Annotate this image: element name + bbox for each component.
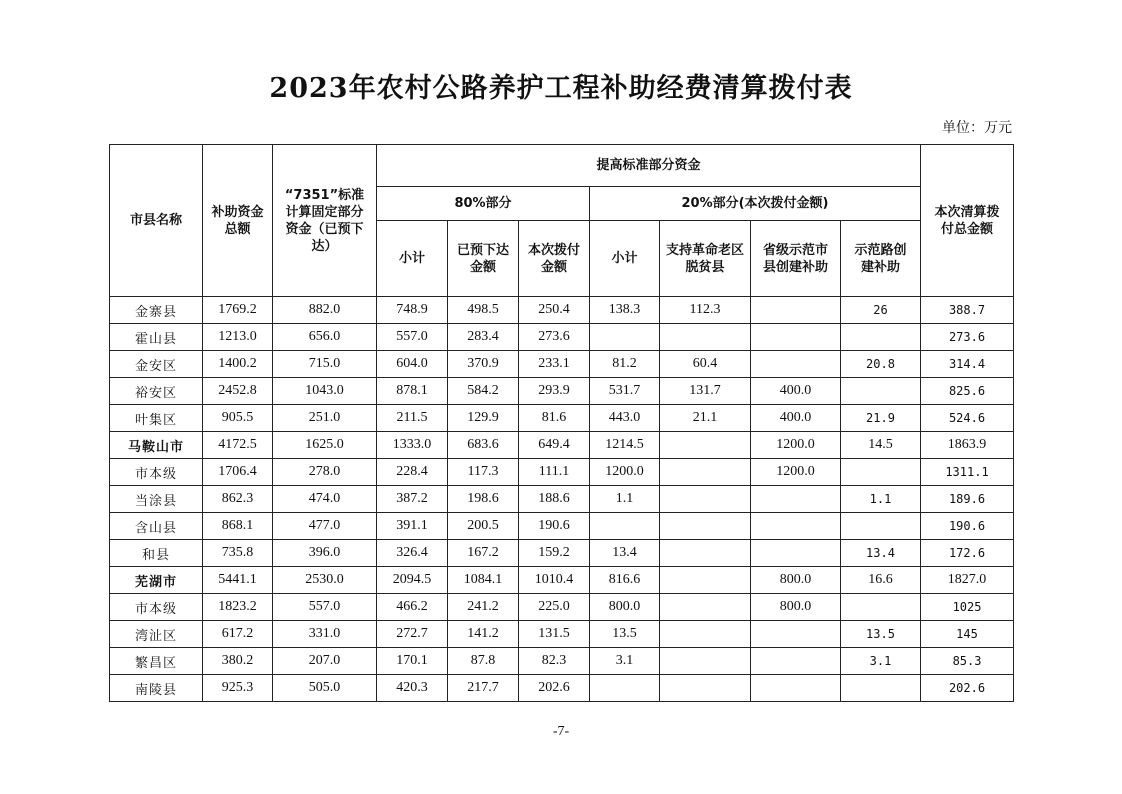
value-cell: 878.1 (377, 378, 448, 405)
value-cell: 326.4 (377, 540, 448, 567)
value-cell: 370.9 (448, 351, 519, 378)
region-name-cell: 含山县 (110, 513, 203, 540)
value-cell: 800.0 (751, 594, 841, 621)
value-cell: 283.4 (448, 324, 519, 351)
value-cell: 1043.0 (273, 378, 377, 405)
unit-label: 单位：万元 (942, 120, 1012, 136)
value-cell (660, 540, 751, 567)
region-name-cell: 繁昌区 (110, 648, 203, 675)
value-cell: 85.3 (921, 648, 1014, 675)
header-sub20: 小计 (590, 221, 660, 297)
value-cell: 112.3 (660, 297, 751, 324)
value-cell: 190.6 (519, 513, 590, 540)
value-cell: 1823.2 (203, 594, 273, 621)
value-cell: 251.0 (273, 405, 377, 432)
value-cell: 1213.0 (203, 324, 273, 351)
value-cell: 273.6 (519, 324, 590, 351)
value-cell: 868.1 (203, 513, 273, 540)
region-name-cell: 南陵县 (110, 675, 203, 702)
value-cell: 1400.2 (203, 351, 273, 378)
value-cell: 111.1 (519, 459, 590, 486)
header-prov: 省级示范市县创建补助 (751, 221, 841, 297)
value-cell: 380.2 (203, 648, 273, 675)
value-cell: 200.5 (448, 513, 519, 540)
value-cell: 233.1 (519, 351, 590, 378)
value-cell: 278.0 (273, 459, 377, 486)
value-cell: 400.0 (751, 378, 841, 405)
value-cell: 1863.9 (921, 432, 1014, 459)
value-cell: 131.7 (660, 378, 751, 405)
value-cell: 81.6 (519, 405, 590, 432)
value-cell: 26 (841, 297, 921, 324)
value-cell (590, 513, 660, 540)
table-row (110, 459, 1014, 486)
value-cell: 604.0 (377, 351, 448, 378)
value-cell: 1.1 (590, 486, 660, 513)
value-cell: 131.5 (519, 621, 590, 648)
value-cell: 649.4 (519, 432, 590, 459)
header-demo: 示范路创建补助 (841, 221, 921, 297)
value-cell: 584.2 (448, 378, 519, 405)
value-cell: 474.0 (273, 486, 377, 513)
value-cell (841, 675, 921, 702)
value-cell: 524.6 (921, 405, 1014, 432)
header-part20: 20%部分(本次拨付金额) (590, 187, 921, 221)
value-cell: 1010.4 (519, 567, 590, 594)
value-cell: 217.7 (448, 675, 519, 702)
value-cell: 498.5 (448, 297, 519, 324)
table-row (110, 324, 1014, 351)
value-cell: 2094.5 (377, 567, 448, 594)
value-cell: 272.7 (377, 621, 448, 648)
value-cell: 1769.2 (203, 297, 273, 324)
header-total: 补助资金总额 (203, 145, 273, 297)
value-cell: 1025 (921, 594, 1014, 621)
header-fixed: “7351”标准计算固定部分资金（已预下达） (273, 145, 377, 297)
value-cell (660, 648, 751, 675)
value-cell: 13.5 (841, 621, 921, 648)
value-cell: 905.5 (203, 405, 273, 432)
value-cell: 925.3 (203, 675, 273, 702)
value-cell: 388.7 (921, 297, 1014, 324)
value-cell: 250.4 (519, 297, 590, 324)
value-cell: 5441.1 (203, 567, 273, 594)
value-cell: 477.0 (273, 513, 377, 540)
value-cell: 1333.0 (377, 432, 448, 459)
value-cell: 211.5 (377, 405, 448, 432)
value-cell: 862.3 (203, 486, 273, 513)
value-cell: 2452.8 (203, 378, 273, 405)
value-cell: 443.0 (590, 405, 660, 432)
value-cell (751, 540, 841, 567)
value-cell: 207.0 (273, 648, 377, 675)
table-row (110, 513, 1014, 540)
value-cell: 557.0 (273, 594, 377, 621)
value-cell: 816.6 (590, 567, 660, 594)
value-cell: 145 (921, 621, 1014, 648)
value-cell (751, 351, 841, 378)
region-name-cell: 马鞍山市 (110, 432, 203, 459)
value-cell: 198.6 (448, 486, 519, 513)
value-cell: 1200.0 (751, 432, 841, 459)
settlement-table (109, 144, 1014, 702)
region-name-cell: 湾沚区 (110, 621, 203, 648)
value-cell: 1706.4 (203, 459, 273, 486)
value-cell (751, 324, 841, 351)
value-cell (590, 324, 660, 351)
table-row (110, 405, 1014, 432)
value-cell: 202.6 (921, 675, 1014, 702)
value-cell (751, 486, 841, 513)
table-row (110, 432, 1014, 459)
value-cell: 748.9 (377, 297, 448, 324)
value-cell: 159.2 (519, 540, 590, 567)
value-cell (751, 621, 841, 648)
value-cell: 60.4 (660, 351, 751, 378)
value-cell (841, 378, 921, 405)
value-cell: 391.1 (377, 513, 448, 540)
value-cell: 505.0 (273, 675, 377, 702)
region-name-cell: 芜湖市 (110, 567, 203, 594)
value-cell: 531.7 (590, 378, 660, 405)
table-row (110, 486, 1014, 513)
value-cell (841, 513, 921, 540)
region-name-cell: 霍山县 (110, 324, 203, 351)
value-cell (660, 324, 751, 351)
value-cell (841, 324, 921, 351)
value-cell: 683.6 (448, 432, 519, 459)
value-cell: 167.2 (448, 540, 519, 567)
value-cell (660, 621, 751, 648)
region-name-cell: 金安区 (110, 351, 203, 378)
value-cell: 172.6 (921, 540, 1014, 567)
table-header (110, 145, 1014, 297)
value-cell: 20.8 (841, 351, 921, 378)
value-cell: 273.6 (921, 324, 1014, 351)
value-cell: 1200.0 (751, 459, 841, 486)
value-cell: 190.6 (921, 513, 1014, 540)
header-final: 本次清算拨付总金额 (921, 145, 1014, 297)
page-number: -7- (552, 724, 570, 739)
value-cell: 82.3 (519, 648, 590, 675)
value-cell: 1214.5 (590, 432, 660, 459)
value-cell: 1625.0 (273, 432, 377, 459)
value-cell: 16.6 (841, 567, 921, 594)
header-raise: 提高标准部分资金 (377, 145, 921, 187)
value-cell: 314.4 (921, 351, 1014, 378)
value-cell: 129.9 (448, 405, 519, 432)
table-row (110, 594, 1014, 621)
value-cell: 420.3 (377, 675, 448, 702)
region-name-cell: 和县 (110, 540, 203, 567)
value-cell: 466.2 (377, 594, 448, 621)
value-cell: 202.6 (519, 675, 590, 702)
header-part80: 80%部分 (377, 187, 590, 221)
value-cell: 715.0 (273, 351, 377, 378)
table-row (110, 378, 1014, 405)
value-cell: 81.2 (590, 351, 660, 378)
region-name-cell: 市本级 (110, 459, 203, 486)
table-row (110, 675, 1014, 702)
value-cell (660, 513, 751, 540)
value-cell: 21.1 (660, 405, 751, 432)
header-rev: 支持革命老区脱贫县 (660, 221, 751, 297)
value-cell: 141.2 (448, 621, 519, 648)
value-cell: 557.0 (377, 324, 448, 351)
table-row (110, 351, 1014, 378)
value-cell: 117.3 (448, 459, 519, 486)
value-cell: 331.0 (273, 621, 377, 648)
value-cell (660, 432, 751, 459)
value-cell: 800.0 (590, 594, 660, 621)
value-cell (751, 297, 841, 324)
table-row (110, 540, 1014, 567)
region-name-cell: 金寨县 (110, 297, 203, 324)
value-cell (751, 513, 841, 540)
value-cell: 387.2 (377, 486, 448, 513)
value-cell: 656.0 (273, 324, 377, 351)
value-cell: 882.0 (273, 297, 377, 324)
table-row (110, 648, 1014, 675)
value-cell (841, 459, 921, 486)
value-cell: 1827.0 (921, 567, 1014, 594)
value-cell: 2530.0 (273, 567, 377, 594)
table-row (110, 621, 1014, 648)
page-title: 2023年农村公路养护工程补助经费清算拨付表 (269, 73, 853, 104)
value-cell: 189.6 (921, 486, 1014, 513)
header-now80: 本次拨付金额 (519, 221, 590, 297)
region-name-cell: 当涂县 (110, 486, 203, 513)
value-cell: 138.3 (590, 297, 660, 324)
value-cell: 617.2 (203, 621, 273, 648)
value-cell: 87.8 (448, 648, 519, 675)
value-cell: 800.0 (751, 567, 841, 594)
value-cell (660, 459, 751, 486)
value-cell: 13.4 (590, 540, 660, 567)
region-name-cell: 叶集区 (110, 405, 203, 432)
value-cell (660, 594, 751, 621)
region-name-cell: 市本级 (110, 594, 203, 621)
value-cell: 13.5 (590, 621, 660, 648)
region-name-cell: 裕安区 (110, 378, 203, 405)
value-cell: 293.9 (519, 378, 590, 405)
value-cell: 14.5 (841, 432, 921, 459)
value-cell: 241.2 (448, 594, 519, 621)
value-cell: 396.0 (273, 540, 377, 567)
value-cell: 1311.1 (921, 459, 1014, 486)
table-row (110, 567, 1014, 594)
value-cell (660, 675, 751, 702)
table-row (110, 297, 1014, 324)
value-cell (660, 486, 751, 513)
value-cell (841, 594, 921, 621)
value-cell (751, 675, 841, 702)
value-cell (751, 648, 841, 675)
value-cell: 170.1 (377, 648, 448, 675)
header-city: 市县名称 (110, 145, 203, 297)
value-cell: 735.8 (203, 540, 273, 567)
value-cell: 3.1 (590, 648, 660, 675)
value-cell (590, 675, 660, 702)
value-cell: 1200.0 (590, 459, 660, 486)
value-cell: 188.6 (519, 486, 590, 513)
value-cell: 225.0 (519, 594, 590, 621)
value-cell: 13.4 (841, 540, 921, 567)
value-cell: 21.9 (841, 405, 921, 432)
value-cell: 825.6 (921, 378, 1014, 405)
header-sub80: 小计 (377, 221, 448, 297)
value-cell (660, 567, 751, 594)
value-cell: 400.0 (751, 405, 841, 432)
value-cell: 3.1 (841, 648, 921, 675)
table-body (110, 297, 1014, 702)
value-cell: 1.1 (841, 486, 921, 513)
value-cell: 228.4 (377, 459, 448, 486)
header-pre: 已预下达金额 (448, 221, 519, 297)
value-cell: 1084.1 (448, 567, 519, 594)
value-cell: 4172.5 (203, 432, 273, 459)
